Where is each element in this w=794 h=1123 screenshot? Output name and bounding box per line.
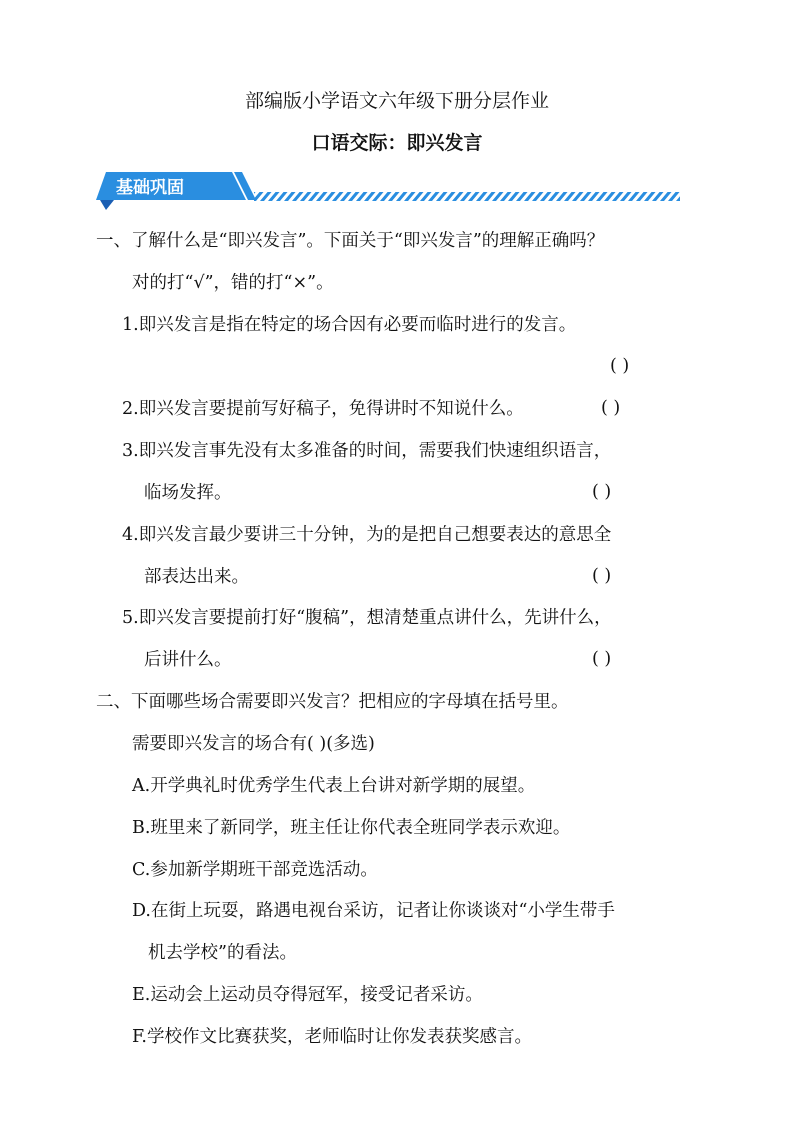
q1-instruction: 对的打“√”，错的打“×”。 bbox=[132, 273, 334, 293]
q2-option-a: A.开学典礼时优秀学生代表上台讲对新学期的展望。 bbox=[132, 776, 536, 796]
q1-item-1-answer-blank[interactable]: ( ) bbox=[610, 356, 630, 376]
q1-item-4-answer-blank[interactable]: ( ) bbox=[592, 566, 612, 586]
q1-item-3-text: 3.即兴发言事先没有太多准备的时间，需要我们快速组织语言， bbox=[122, 441, 612, 461]
q1-item-1-text: 1.即兴发言是指在特定的场合因有必要而临时进行的发言。 bbox=[122, 315, 577, 335]
q1-item-3-answer-blank[interactable]: ( ) bbox=[592, 482, 612, 502]
q1-stem: 一、了解什么是“即兴发言”。下面关于“即兴发言”的理解正确吗？ bbox=[96, 231, 605, 251]
q1-item-5-text-cont: 后讲什么。 bbox=[144, 650, 232, 670]
banner-label: 基础巩固 bbox=[116, 178, 184, 198]
q2-option-d: D.在街上玩耍，路遇电视台采访，记者让你谈谈对“小学生带手 bbox=[132, 901, 615, 921]
q2-option-e: E.运动会上运动员夺得冠军，接受记者采访。 bbox=[132, 985, 483, 1005]
q1-item-2-text: 2.即兴发言要提前写好稿子，免得讲时不知说什么。 bbox=[122, 399, 524, 419]
q2-prompt-with-blank[interactable]: 需要即兴发言的场合有( )(多选) bbox=[132, 734, 375, 754]
q1-item-4-text-cont: 部表达出来。 bbox=[144, 567, 249, 587]
q2-stem: 二、下面哪些场合需要即兴发言？把相应的字母填在括号里。 bbox=[96, 692, 569, 712]
q2-option-b: B.班里来了新同学，班主任让你代表全班同学表示欢迎。 bbox=[132, 818, 571, 838]
banner-stripe-bar bbox=[254, 192, 680, 201]
banner-tail-fold bbox=[100, 200, 114, 210]
section-banner bbox=[94, 170, 680, 212]
q1-item-2-answer-blank[interactable]: ( ) bbox=[601, 398, 621, 418]
q2-option-c: C.参加新学期班干部竞选活动。 bbox=[132, 860, 378, 880]
q1-item-5-answer-blank[interactable]: ( ) bbox=[592, 649, 612, 669]
q1-item-5-text: 5.即兴发言要提前打好“腹稿”，想清楚重点讲什么，先讲什么， bbox=[122, 608, 612, 628]
q1-item-4-text: 4.即兴发言最少要讲三十分钟，为的是把自己想要表达的意思全 bbox=[122, 525, 612, 545]
page-title: 部编版小学语文六年级下册分层作业 bbox=[244, 90, 549, 112]
q2-option-d-cont: 机去学校”的看法。 bbox=[148, 943, 297, 963]
q1-item-3-text-cont: 临场发挥。 bbox=[144, 483, 232, 503]
q2-option-f: F.学校作文比赛获奖，老师临时让你发表获奖感言。 bbox=[132, 1027, 532, 1047]
page-subtitle: 口语交际：即兴发言 bbox=[311, 132, 483, 154]
